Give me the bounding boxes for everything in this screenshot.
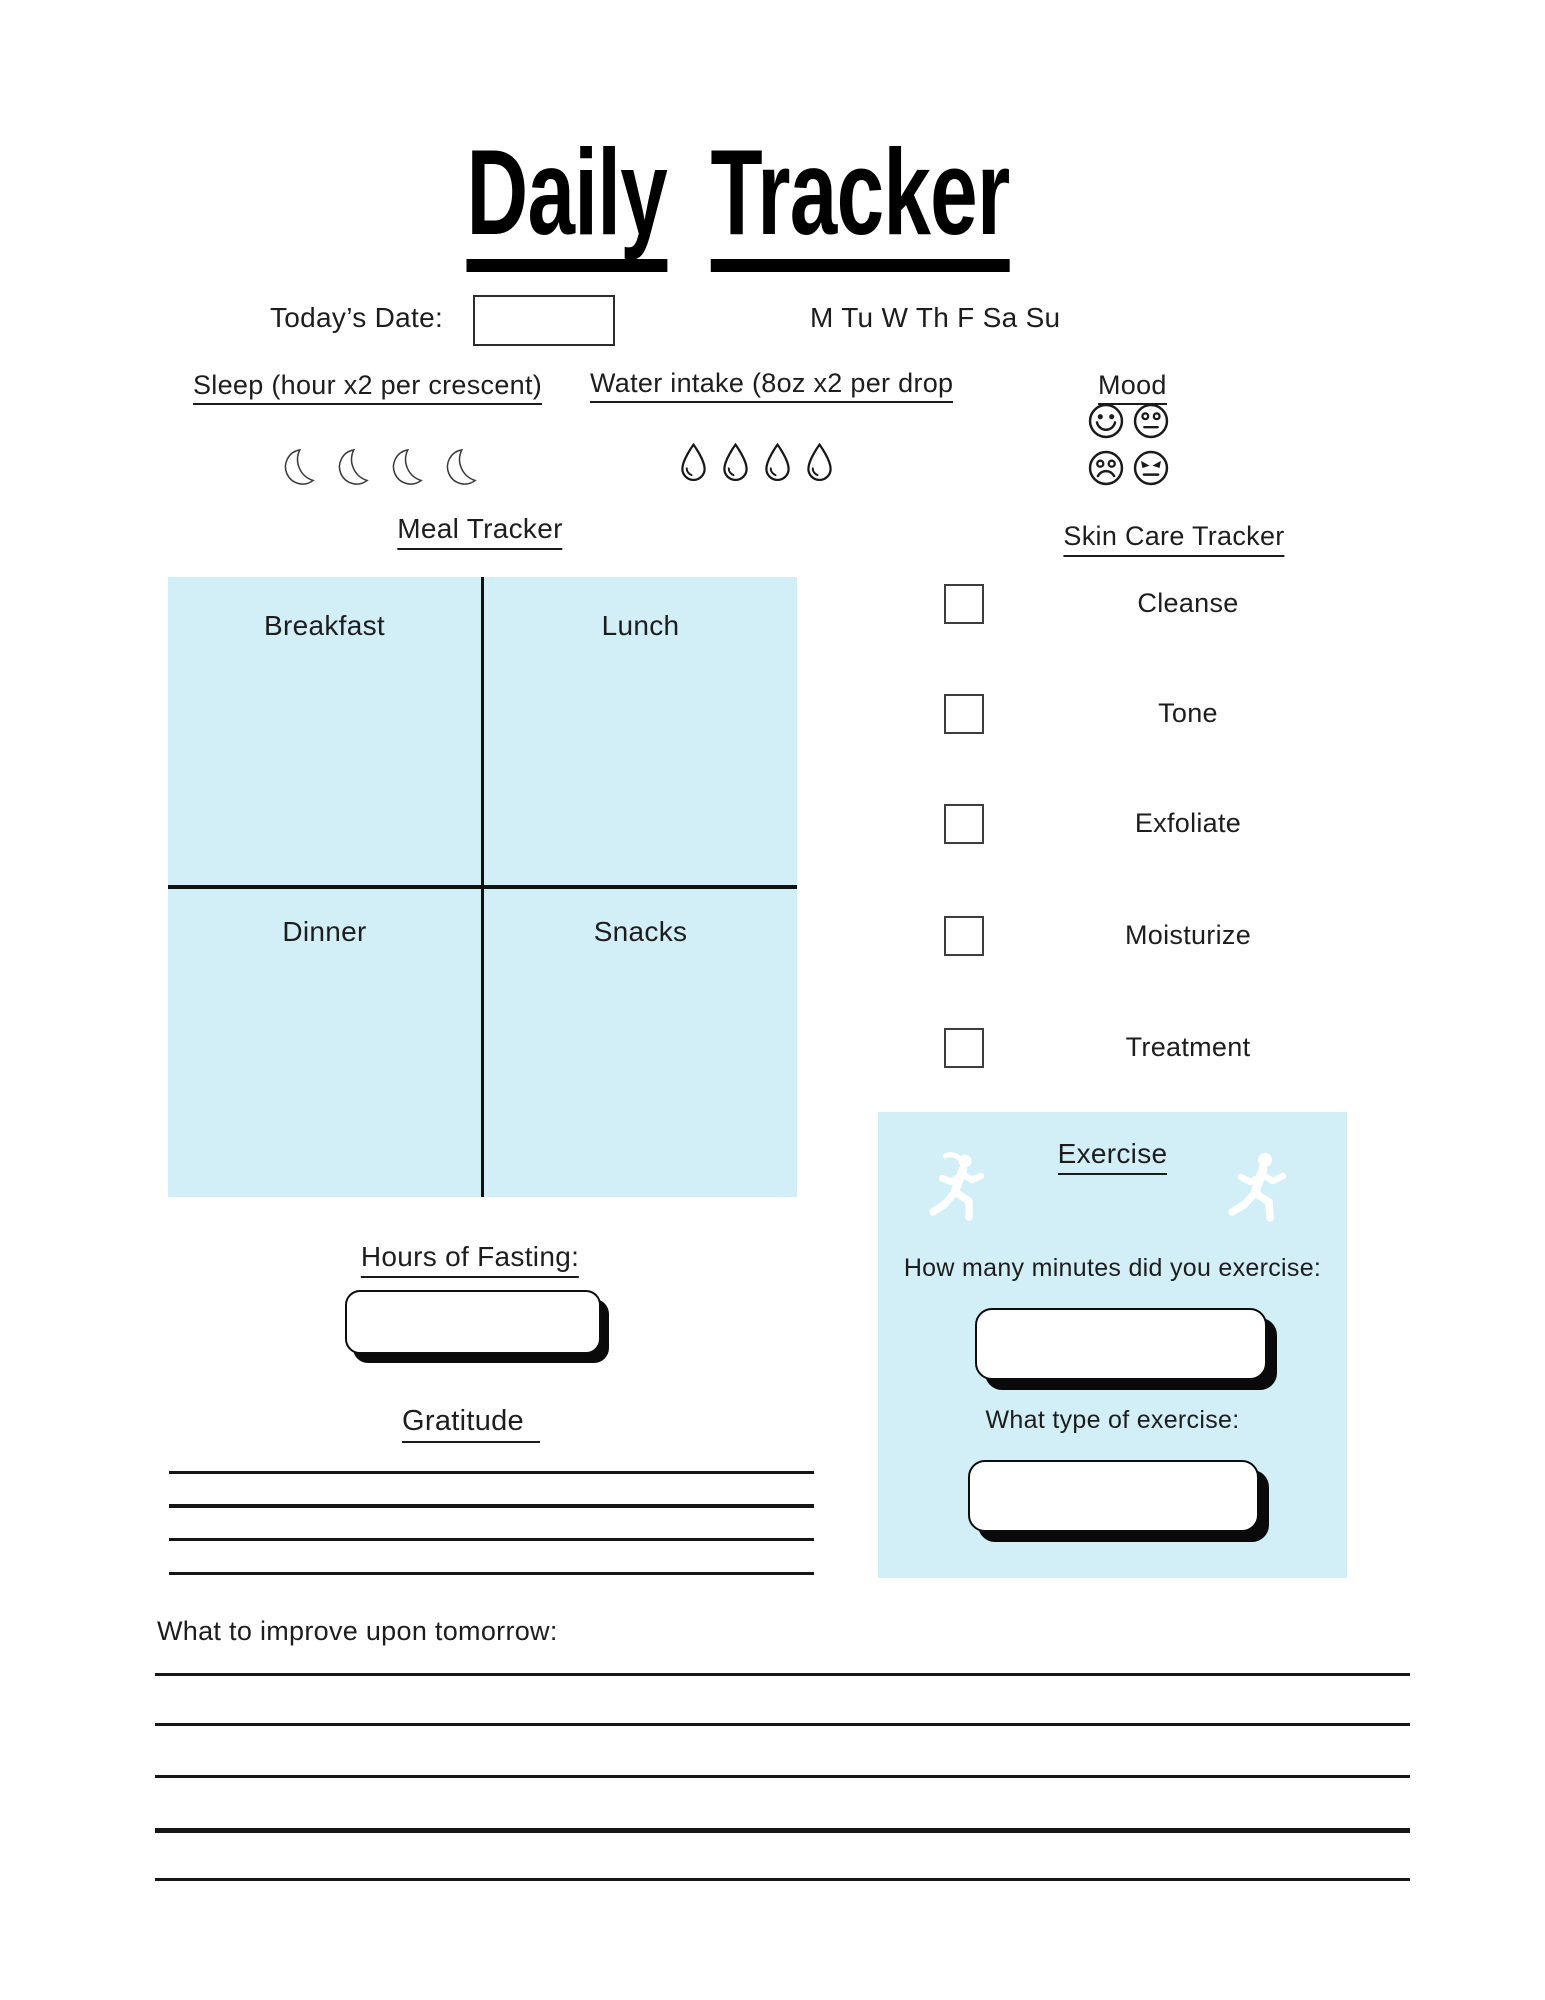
water-drop-row	[679, 442, 834, 485]
checkbox-tone[interactable]	[944, 694, 984, 734]
date-label: Today’s Date:	[270, 302, 444, 333]
date-input[interactable]	[473, 295, 615, 346]
mood-neutral-icon	[1132, 402, 1170, 440]
dinner-label: Dinner	[282, 916, 367, 947]
sleep-crescent-row	[274, 446, 478, 492]
mood-options	[1087, 402, 1170, 487]
water-header: Water intake (8oz x2 per drop	[590, 368, 953, 399]
title-word-daily: Daily	[466, 128, 667, 272]
sleep-crescent-icon[interactable]	[382, 446, 424, 492]
improve-line[interactable]	[155, 1673, 1410, 1676]
checkbox-moisturize[interactable]	[944, 916, 984, 956]
improve-line[interactable]	[155, 1878, 1410, 1881]
mood-option-neutral[interactable]	[1132, 402, 1170, 440]
checkbox-cleanse[interactable]	[944, 584, 984, 624]
sleep-crescent-icon[interactable]	[328, 446, 370, 492]
water-drop-icon[interactable]	[805, 442, 834, 485]
mood-sad-icon	[1087, 449, 1125, 487]
water-drop-icon[interactable]	[763, 442, 792, 485]
gratitude-line[interactable]	[169, 1572, 814, 1575]
exercise-type-input[interactable]	[968, 1460, 1259, 1532]
water-drop-icon[interactable]	[721, 442, 750, 485]
gratitude-line[interactable]	[169, 1471, 814, 1474]
lunch-label: Lunch	[601, 610, 680, 641]
page-title	[350, 124, 1126, 272]
sleep-crescent-icon[interactable]	[274, 446, 316, 492]
improve-line[interactable]	[155, 1723, 1410, 1726]
exfoliate-label: Exfoliate	[1134, 808, 1242, 838]
breakfast-label: Breakfast	[264, 610, 385, 641]
meal-quadrant-dinner[interactable]	[168, 889, 481, 1224]
improve-label: What to improve upon tomorrow:	[157, 1616, 558, 1646]
mood-header: Mood	[1098, 370, 1167, 401]
exercise-minutes-label: How many minutes did you exercise:	[903, 1254, 1322, 1282]
meal-quadrant-lunch[interactable]	[484, 577, 797, 918]
title-word-tracker: Tracker	[711, 128, 1010, 272]
checkbox-treatment[interactable]	[944, 1028, 984, 1068]
meal-quadrant-breakfast[interactable]	[168, 577, 481, 918]
fasting-input[interactable]	[345, 1290, 601, 1354]
water-drop-icon[interactable]	[679, 442, 708, 485]
mood-happy-icon	[1087, 402, 1125, 440]
mood-option-happy[interactable]	[1087, 402, 1125, 440]
meal-tracker-header: Meal Tracker	[480, 513, 645, 550]
sleep-header: Sleep (hour x2 per crescent)	[193, 370, 542, 401]
meal-quadrant-snacks[interactable]	[484, 889, 797, 1224]
fasting-header: Hours of Fasting:	[470, 1241, 688, 1278]
improve-line[interactable]	[155, 1828, 1410, 1833]
tone-label: Tone	[1158, 698, 1218, 728]
mood-option-sad[interactable]	[1087, 449, 1125, 487]
exercise-header: Exercise	[878, 1138, 1347, 1175]
treatment-label: Treatment	[1125, 1032, 1251, 1062]
gratitude-line[interactable]	[169, 1538, 814, 1541]
day-selector[interactable]: M Tu W Th F Sa Su	[810, 302, 1061, 333]
exercise-type-label: What type of exercise:	[985, 1406, 1240, 1434]
gratitude-line[interactable]	[169, 1504, 814, 1508]
moisturize-label: Moisturize	[1124, 920, 1252, 950]
exercise-minutes-input[interactable]	[975, 1308, 1267, 1380]
sleep-crescent-icon[interactable]	[436, 446, 478, 492]
checkbox-exfoliate[interactable]	[944, 804, 984, 844]
snacks-label: Snacks	[593, 916, 688, 947]
skincare-header: Skin Care Tracker	[1174, 521, 1395, 557]
male-runner-icon	[1225, 1150, 1293, 1228]
mood-option-angry[interactable]	[1132, 449, 1170, 487]
improve-line[interactable]	[155, 1775, 1410, 1778]
mood-angry-icon	[1132, 449, 1170, 487]
gratitude-header: Gratitude	[471, 1405, 609, 1443]
cleanse-label: Cleanse	[1137, 588, 1239, 618]
female-runner-icon	[925, 1150, 989, 1228]
